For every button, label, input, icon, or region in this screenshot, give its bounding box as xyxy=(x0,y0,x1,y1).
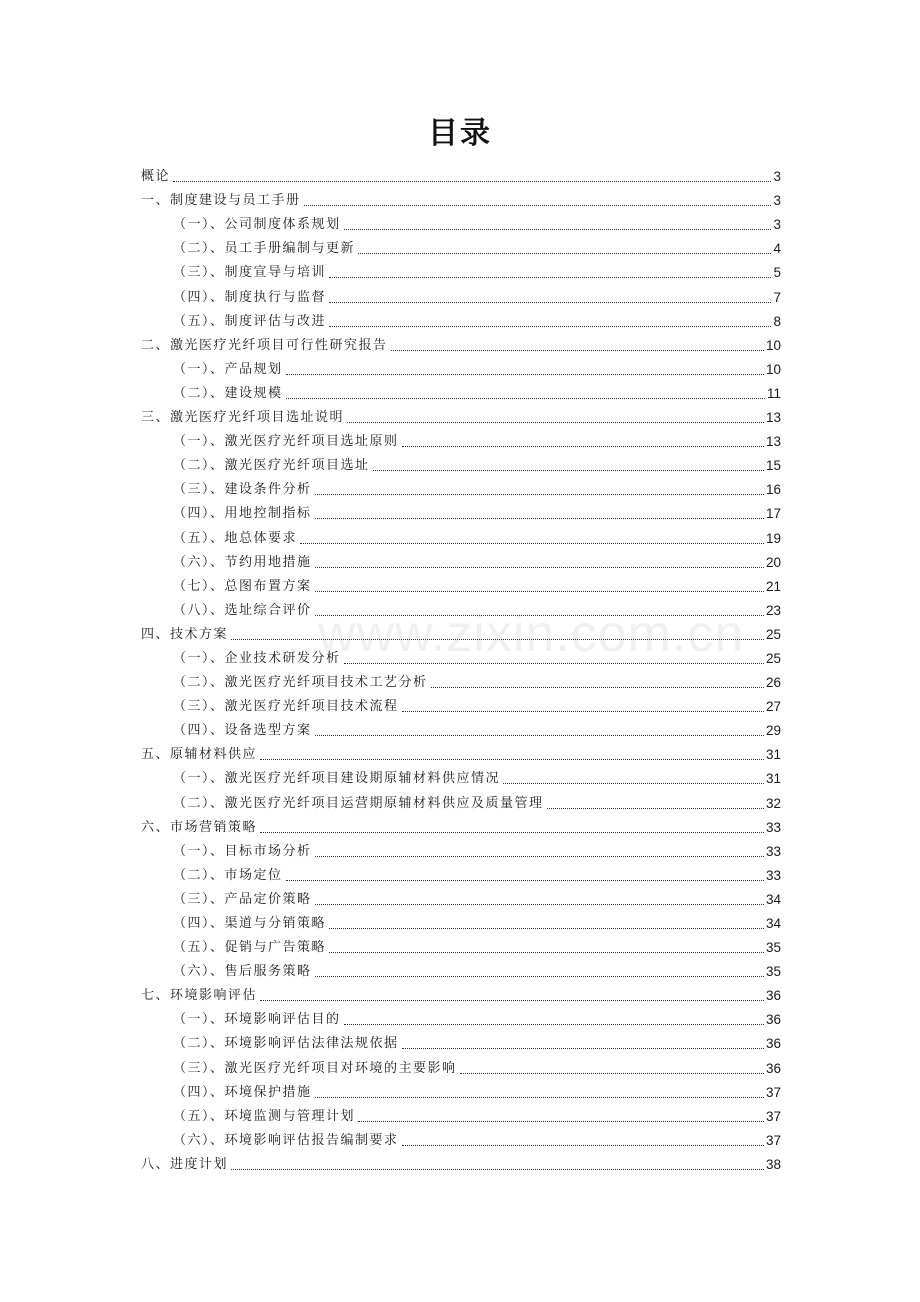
toc-entry-label: （二）、市场定位 xyxy=(173,867,283,883)
toc-page-number: 10 xyxy=(765,361,781,377)
toc-section-entry[interactable] xyxy=(141,884,781,908)
toc-chapter-entry[interactable] xyxy=(141,980,781,1004)
toc-page-number: 31 xyxy=(765,771,781,787)
toc-page-number: 3 xyxy=(773,169,781,185)
toc-page-number: 19 xyxy=(765,530,781,546)
toc-entry-label: 概论 xyxy=(141,169,171,185)
toc-entry-label: 二、激光医疗光纤项目可行性研究报告 xyxy=(141,337,388,353)
toc-page-number: 13 xyxy=(765,410,781,426)
toc-page-number: 35 xyxy=(765,940,781,956)
toc-dot-leader xyxy=(300,542,764,544)
toc-entry-label: （六）、环境影响评估报告编制要求 xyxy=(173,1132,399,1148)
toc-dot-leader xyxy=(260,758,764,760)
toc-section-entry[interactable] xyxy=(141,667,781,691)
toc-page-number: 37 xyxy=(765,1108,781,1124)
toc-page-number: 36 xyxy=(765,1060,781,1076)
toc-section-entry[interactable] xyxy=(141,908,781,932)
toc-entry-label: 三、激光医疗光纤项目选址说明 xyxy=(141,410,345,426)
toc-chapter-entry[interactable] xyxy=(141,402,781,426)
toc-page-number: 33 xyxy=(765,819,781,835)
toc-section-entry[interactable] xyxy=(141,354,781,378)
toc-page-number: 32 xyxy=(765,795,781,811)
toc-entry-label: （二）、激光医疗光纤项目技术工艺分析 xyxy=(173,675,428,691)
toc-chapter-entry[interactable] xyxy=(141,1149,781,1173)
toc-entry-label: （四）、设备选型方案 xyxy=(173,723,312,739)
toc-page-number: 11 xyxy=(766,385,781,401)
toc-dot-leader xyxy=(260,999,764,1001)
toc-entry-label: （一）、产品规划 xyxy=(173,361,283,377)
table-of-contents xyxy=(141,161,781,1173)
toc-entry-label: （五）、制度评估与改进 xyxy=(173,313,327,329)
toc-dot-leader xyxy=(329,927,764,929)
toc-dot-leader xyxy=(402,710,764,712)
toc-entry-label: （四）、用地控制指标 xyxy=(173,506,312,522)
toc-section-entry[interactable] xyxy=(141,691,781,715)
toc-entry-label: （二）、激光医疗光纤项目运营期原辅材料供应及质量管理 xyxy=(173,795,544,811)
toc-section-entry[interactable] xyxy=(141,643,781,667)
toc-entry-label: （二）、员工手册编制与更新 xyxy=(173,241,356,257)
toc-section-entry[interactable] xyxy=(141,1077,781,1101)
toc-page-number: 26 xyxy=(765,675,781,691)
toc-chapter-entry[interactable] xyxy=(141,161,781,185)
toc-page-number: 20 xyxy=(765,554,781,570)
toc-page-number: 25 xyxy=(765,626,781,642)
toc-dot-leader xyxy=(358,252,771,254)
toc-section-entry[interactable] xyxy=(141,233,781,257)
toc-dot-leader xyxy=(173,180,771,182)
toc-page-number: 7 xyxy=(773,289,781,305)
toc-section-entry[interactable] xyxy=(141,571,781,595)
toc-dot-leader xyxy=(329,276,771,278)
toc-dot-leader xyxy=(315,517,764,519)
toc-page-number: 3 xyxy=(773,217,781,233)
toc-page-number: 8 xyxy=(773,313,781,329)
toc-section-entry[interactable] xyxy=(141,450,781,474)
toc-section-entry[interactable] xyxy=(141,1004,781,1028)
toc-page-number: 31 xyxy=(765,747,781,763)
toc-page-number: 21 xyxy=(765,578,781,594)
toc-section-entry[interactable] xyxy=(141,498,781,522)
toc-dot-leader xyxy=(344,662,764,664)
toc-entry-label: （三）、建设条件分析 xyxy=(173,482,312,498)
toc-dot-leader xyxy=(344,1023,764,1025)
toc-entry-label: （一）、环境影响评估目的 xyxy=(173,1012,341,1028)
toc-section-entry[interactable] xyxy=(141,1052,781,1076)
toc-entry-label: （五）、环境监测与管理计划 xyxy=(173,1108,356,1124)
toc-chapter-entry[interactable] xyxy=(141,185,781,209)
toc-dot-leader xyxy=(315,590,764,592)
toc-dot-leader xyxy=(315,975,764,977)
toc-dot-leader xyxy=(304,204,772,206)
toc-section-entry[interactable] xyxy=(141,860,781,884)
toc-entry-label: （八）、选址综合评价 xyxy=(173,602,312,618)
toc-section-entry[interactable] xyxy=(141,715,781,739)
toc-entry-label: （三）、激光医疗光纤项目对环境的主要影响 xyxy=(173,1060,457,1076)
toc-entry-label: 四、技术方案 xyxy=(141,626,229,642)
toc-section-entry[interactable] xyxy=(141,474,781,498)
page-title: 目录 xyxy=(428,116,492,151)
toc-dot-leader xyxy=(329,301,771,303)
toc-section-entry[interactable] xyxy=(141,257,781,281)
toc-dot-leader xyxy=(344,228,772,230)
toc-section-entry[interactable] xyxy=(141,522,781,546)
toc-page-number: 17 xyxy=(765,506,781,522)
toc-entry-label: （三）、产品定价策略 xyxy=(173,891,312,907)
toc-dot-leader xyxy=(347,421,764,423)
toc-entry-label: （二）、环境影响评估法律法规依据 xyxy=(173,1036,399,1052)
toc-dot-leader xyxy=(315,1096,764,1098)
toc-dot-leader xyxy=(231,1168,764,1170)
toc-entry-label: （一）、企业技术研发分析 xyxy=(173,650,341,666)
toc-dot-leader xyxy=(286,879,764,881)
toc-section-entry[interactable] xyxy=(141,1101,781,1125)
toc-section-entry[interactable] xyxy=(141,426,781,450)
toc-section-entry[interactable] xyxy=(141,1028,781,1052)
toc-entry-label: 五、原辅材料供应 xyxy=(141,747,258,763)
toc-page-number: 36 xyxy=(765,1012,781,1028)
toc-entry-label: （一）、激光医疗光纤项目选址原则 xyxy=(173,434,399,450)
toc-entry-label: 八、进度计划 xyxy=(141,1156,229,1172)
toc-dot-leader xyxy=(329,951,764,953)
toc-page-number: 16 xyxy=(765,482,781,498)
toc-section-entry[interactable] xyxy=(141,209,781,233)
toc-dot-leader xyxy=(260,831,764,833)
toc-dot-leader xyxy=(431,686,764,688)
toc-section-entry[interactable] xyxy=(141,547,781,571)
toc-section-entry[interactable] xyxy=(141,787,781,811)
toc-section-entry[interactable] xyxy=(141,836,781,860)
toc-section-entry[interactable] xyxy=(141,932,781,956)
toc-entry-label: 一、制度建设与员工手册 xyxy=(141,193,301,209)
toc-entry-label: （四）、渠道与分销策略 xyxy=(173,916,327,931)
toc-chapter-entry[interactable] xyxy=(141,739,781,763)
toc-page-number: 38 xyxy=(765,1156,781,1172)
toc-dot-leader xyxy=(402,1047,764,1049)
toc-page-number: 33 xyxy=(765,843,781,859)
toc-section-entry[interactable] xyxy=(141,763,781,787)
toc-entry-label: （一）、激光医疗光纤项目建设期原辅材料供应情况 xyxy=(173,771,501,787)
toc-dot-leader xyxy=(231,638,764,640)
toc-page-number: 37 xyxy=(765,1132,781,1148)
toc-entry-label: （三）、激光医疗光纤项目技术流程 xyxy=(173,699,399,715)
toc-entry-label: （四）、环境保护措施 xyxy=(173,1084,312,1100)
toc-entry-label: （二）、建设规模 xyxy=(173,385,283,401)
toc-page-number: 34 xyxy=(765,891,781,907)
toc-dot-leader xyxy=(460,1072,764,1074)
toc-page-number: 15 xyxy=(765,458,781,474)
toc-entry-label: （六）、节约用地措施 xyxy=(173,554,312,570)
toc-section-entry[interactable] xyxy=(141,281,781,305)
toc-entry-label: 七、环境影响评估 xyxy=(141,988,258,1004)
toc-chapter-entry[interactable] xyxy=(141,330,781,354)
toc-chapter-entry[interactable] xyxy=(141,619,781,643)
toc-page-number: 27 xyxy=(765,699,781,715)
toc-dot-leader xyxy=(286,397,765,399)
watermark: www.zixin.com.cn xyxy=(318,605,745,663)
toc-dot-leader xyxy=(503,782,764,784)
toc-dot-leader xyxy=(286,373,764,375)
toc-dot-leader xyxy=(358,1120,764,1122)
toc-page-number: 10 xyxy=(765,337,781,353)
toc-dot-leader xyxy=(391,349,764,351)
toc-page-number: 36 xyxy=(765,1036,781,1052)
toc-section-entry[interactable] xyxy=(141,956,781,980)
toc-entry-label: （四）、制度执行与监督 xyxy=(173,289,327,305)
toc-section-entry[interactable] xyxy=(141,378,781,402)
toc-dot-leader xyxy=(315,493,764,495)
toc-page-number: 4 xyxy=(773,241,781,257)
toc-entry-label: 六、市场营销策略 xyxy=(141,819,258,835)
toc-dot-leader xyxy=(547,807,764,809)
toc-dot-leader xyxy=(315,566,764,568)
toc-page-number: 23 xyxy=(765,602,781,618)
toc-page-number: 36 xyxy=(765,988,781,1004)
toc-dot-leader xyxy=(329,325,771,327)
toc-dot-leader xyxy=(315,614,764,616)
toc-entry-label: （五）、地总体要求 xyxy=(173,530,298,546)
toc-entry-label: （二）、激光医疗光纤项目选址 xyxy=(173,458,370,474)
toc-dot-leader xyxy=(315,903,764,905)
toc-dot-leader xyxy=(373,469,764,471)
toc-dot-leader xyxy=(315,734,764,736)
toc-page-number: 37 xyxy=(765,1084,781,1100)
toc-page-number: 25 xyxy=(765,650,781,666)
toc-entry-label: （三）、制度宣导与培训 xyxy=(173,265,327,281)
toc-entry-label: （一）、公司制度体系规划 xyxy=(173,217,341,233)
toc-section-entry[interactable] xyxy=(141,306,781,330)
toc-entry-label: （五）、促销与广告策略 xyxy=(173,940,327,956)
toc-page-number: 35 xyxy=(765,964,781,980)
toc-page-number: 3 xyxy=(773,193,781,209)
toc-entry-label: （六）、售后服务策略 xyxy=(173,964,312,980)
toc-dot-leader xyxy=(402,1144,764,1146)
toc-entry-label: （七）、总图布置方案 xyxy=(173,578,312,594)
toc-page-number: 33 xyxy=(765,867,781,883)
toc-page-number: 5 xyxy=(773,265,781,281)
toc-page-number: 34 xyxy=(765,916,781,931)
toc-section-entry[interactable] xyxy=(141,595,781,619)
toc-page-number: 29 xyxy=(765,723,781,739)
toc-dot-leader xyxy=(402,445,764,447)
toc-chapter-entry[interactable] xyxy=(141,812,781,836)
toc-dot-leader xyxy=(315,855,764,857)
toc-section-entry[interactable] xyxy=(141,1125,781,1149)
toc-entry-label: （一）、目标市场分析 xyxy=(173,843,312,859)
toc-page-number: 13 xyxy=(765,434,781,450)
